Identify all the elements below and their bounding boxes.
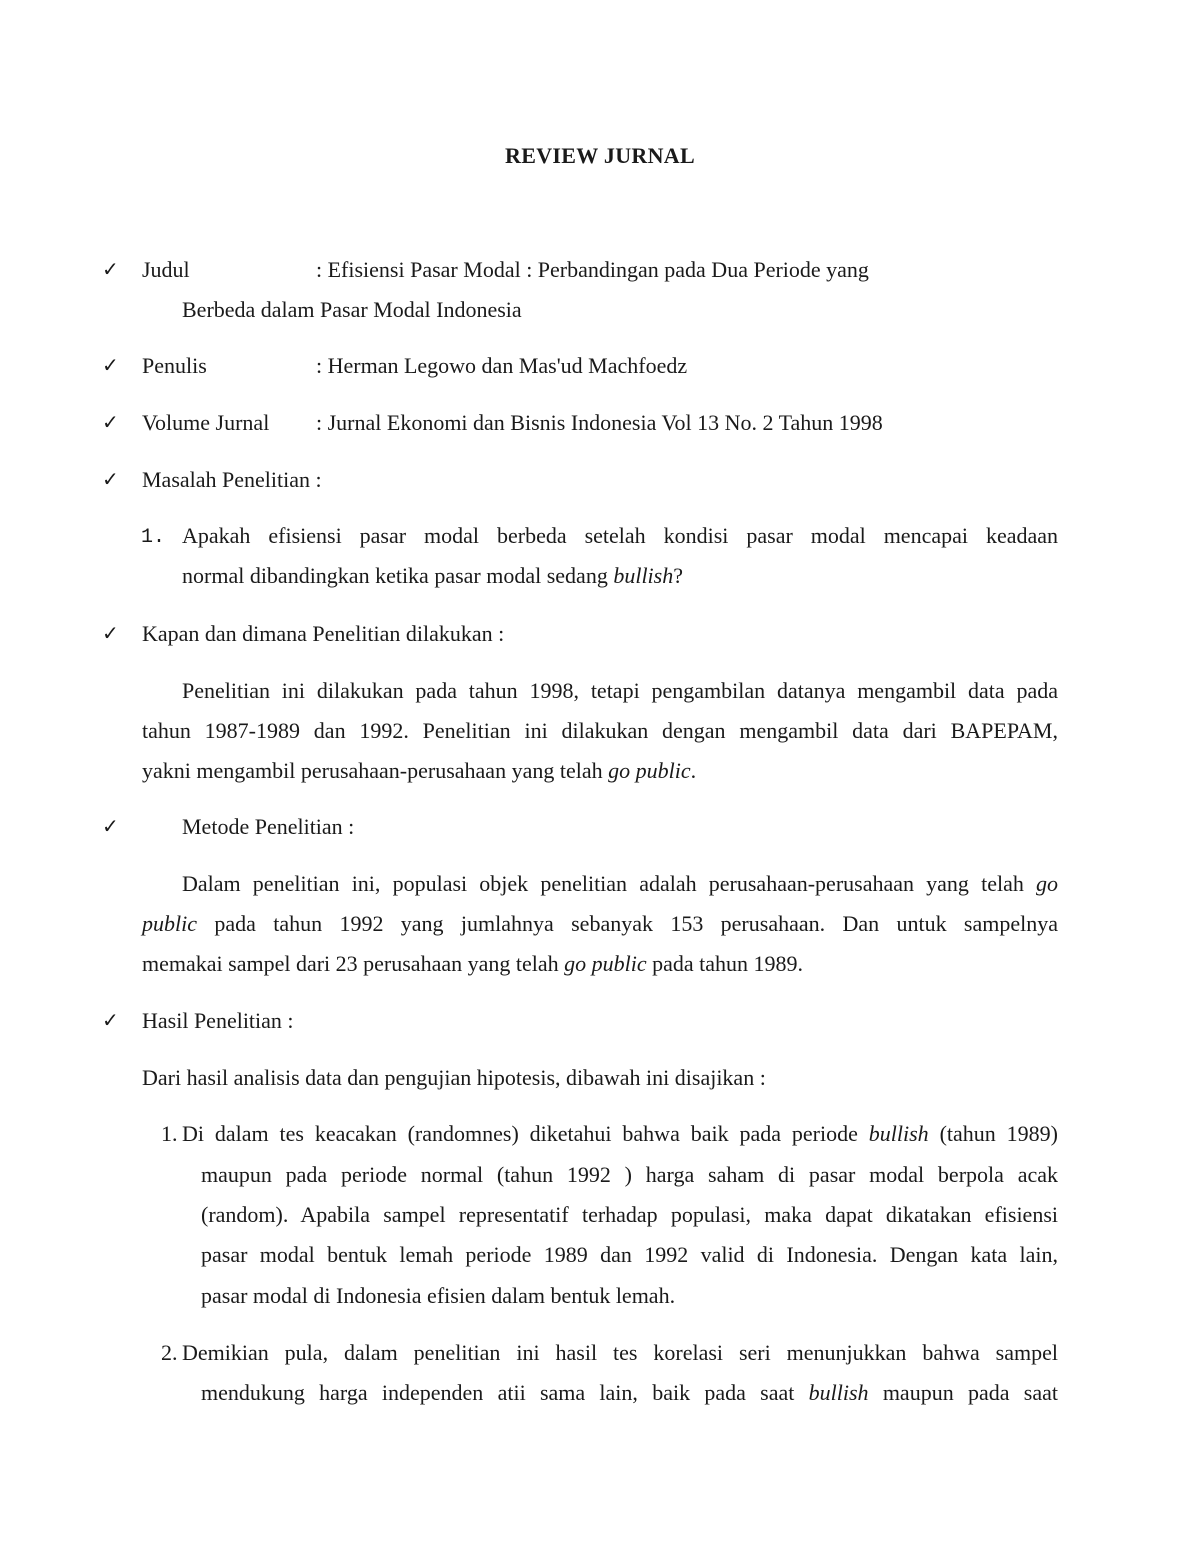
check-icon: ✓ — [102, 814, 119, 838]
check-icon: ✓ — [102, 621, 119, 645]
check-icon: ✓ — [102, 410, 119, 434]
list-number: 2. — [161, 1340, 178, 1365]
masalah-line2: normal dibandingkan ketika pasar modal sedang bullish? — [182, 563, 683, 588]
hasil-item1-line5: pasar modal di Indonesia efisien dalam bentuk lemah. — [201, 1283, 676, 1308]
field-value-judul-line1: : Efisiensi Pasar Modal : Perbandingan pada Dua Periode yang — [316, 257, 869, 282]
hasil-item2-line1: Demikian pula, dalam penelitian ini hasil tes korelasi seri menunjukkan bahwa sampel — [182, 1340, 1058, 1365]
hasil-item2-line2: mendukung harga independen atii sama lain, baik pada saat bullish maupun pada saat — [201, 1380, 1058, 1405]
masalah-line1: Apakah efisiensi pasar modal berbeda setelah kondisi pasar modal mencapai keadaan — [182, 523, 1058, 548]
field-label-penulis: Penulis — [142, 353, 207, 378]
hasil-item1-line4: pasar modal bentuk lemah periode 1989 dan 1992 valid di Indonesia. Dengan kata lain, — [201, 1242, 1058, 1267]
section-heading-metode: Metode Penelitian : — [182, 814, 355, 839]
hasil-item1-line3: (random). Apabila sampel representatif terhadap populasi, maka dapat dikatakan efisiensi — [201, 1202, 1058, 1227]
section-heading-masalah: Masalah Penelitian : — [142, 467, 322, 492]
field-value-judul-line2: Berbeda dalam Pasar Modal Indonesia — [182, 297, 522, 322]
metode-line1: Dalam penelitian ini, populasi objek penelitian adalah perusahaan-perusahaan yang telah go — [182, 871, 1058, 896]
section-heading-hasil: Hasil Penelitian : — [142, 1008, 294, 1033]
kapan-line3: yakni mengambil perusahaan-perusahaan yang telah go public. — [142, 758, 697, 783]
kapan-line1: Penelitian ini dilakukan pada tahun 1998, tetapi pengambilan datanya mengambil data pada — [182, 678, 1058, 703]
field-value-volume: : Jurnal Ekonomi dan Bisnis Indonesia Vol 13 No. 2 Tahun 1998 — [316, 410, 883, 435]
hasil-item1-line2: maupun pada periode normal (tahun 1992 ) harga saham di pasar modal berpola acak — [201, 1162, 1058, 1187]
check-icon: ✓ — [102, 353, 119, 377]
field-label-volume: Volume Jurnal — [142, 410, 270, 435]
section-heading-kapan: Kapan dan dimana Penelitian dilakukan : — [142, 621, 505, 646]
hasil-intro: Dari hasil analisis data dan pengujian hipotesis, dibawah ini disajikan : — [142, 1065, 766, 1090]
metode-line3: memakai sampel dari 23 perusahaan yang telah go public pada tahun 1989. — [142, 951, 804, 976]
kapan-line2: tahun 1987-1989 dan 1992. Penelitian ini dilakukan dengan mengambil data dari BAPEPAM, — [142, 718, 1058, 743]
check-icon: ✓ — [102, 1008, 119, 1032]
metode-line2: public pada tahun 1992 yang jumlahnya sebanyak 153 perusahaan. Dan untuk sampelnya — [142, 911, 1058, 936]
list-number: 1. — [161, 1121, 178, 1146]
field-label-judul: Judul — [142, 257, 190, 282]
check-icon: ✓ — [102, 467, 119, 491]
check-icon: ✓ — [102, 257, 119, 281]
field-value-penulis: : Herman Legowo dan Mas'ud Machfoedz — [316, 353, 688, 378]
list-number: 1. — [141, 526, 166, 549]
document-title: REVIEW JURNAL — [505, 143, 695, 168]
hasil-item1-line1: Di dalam tes keacakan (randomnes) diketahui bahwa baik pada periode bullish (tahun 1989) — [182, 1121, 1059, 1146]
